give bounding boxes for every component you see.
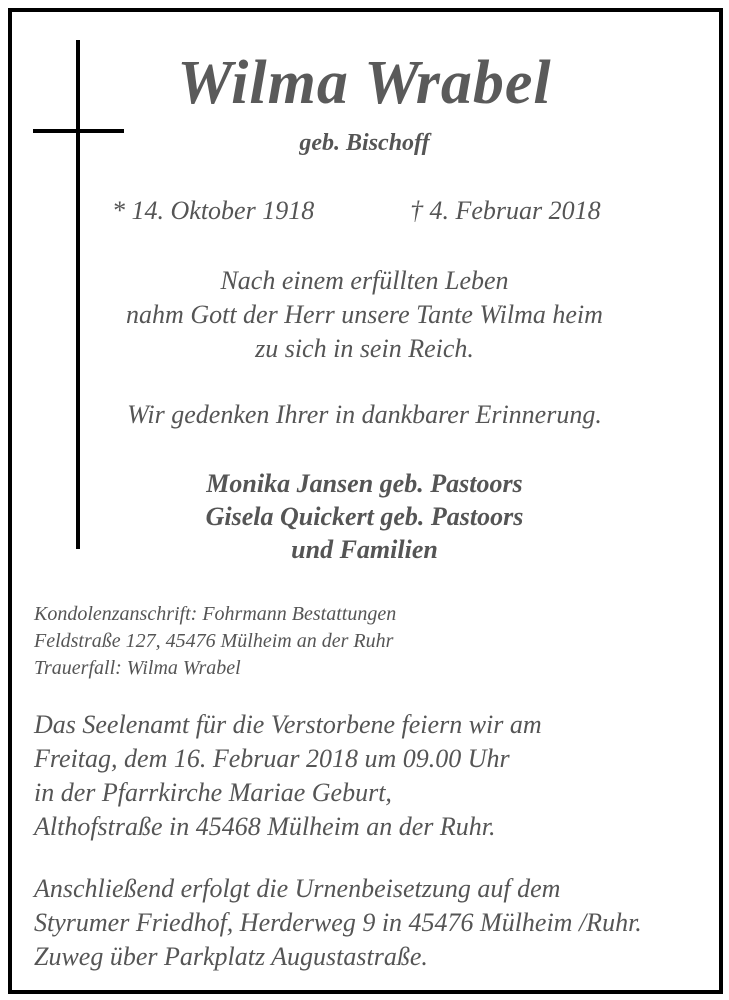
- mourner-name: und Familien: [291, 535, 438, 564]
- burial-info: [34, 872, 642, 974]
- death-date: † 4. Februar 2018: [410, 196, 601, 225]
- address-line: Trauerfall: Wilma Wrabel: [34, 657, 241, 679]
- address-line: Kondolenzanschrift: Fohrmann Bestattungen: [34, 603, 397, 625]
- burial-line: Zuweg über Parkplatz Augustastraße.: [34, 942, 428, 971]
- burial-line: Styrumer Friedhof, Herderweg 9 in 45476 Mülheim /Ruhr.: [34, 908, 642, 937]
- verse-line: nahm Gott der Herr unsere Tante Wilma heim: [126, 300, 603, 329]
- birth-date: * 14. Oktober 1918: [112, 196, 315, 225]
- verse-block: [0, 264, 729, 366]
- deceased-name: Wilma Wrabel: [177, 49, 552, 117]
- service-info: [34, 708, 542, 844]
- condolence-address: [34, 601, 396, 682]
- verse-line: zu sich in sein Reich.: [255, 334, 474, 363]
- mourner-name: Gisela Quickert geb. Pastoors: [205, 502, 524, 531]
- mourner-name: Monika Jansen geb. Pastoors: [206, 469, 523, 498]
- verse-line: Nach einem erfüllten Leben: [220, 266, 509, 295]
- maiden-name: geb. Bischoff: [299, 130, 430, 156]
- address-line: Feldstraße 127, 45476 Mülheim an der Ruhr: [34, 630, 394, 652]
- memory-line: Wir gedenken Ihrer in dankbarer Erinnerung.: [127, 400, 602, 429]
- service-line: Althofstraße in 45468 Mülheim an der Ruhr.: [34, 812, 496, 841]
- mourners-block: [0, 467, 729, 566]
- service-line: Das Seelenamt für die Verstorbene feiern wir am: [34, 710, 542, 739]
- service-line: Freitag, dem 16. Februar 2018 um 09.00 Uhr: [34, 744, 510, 773]
- service-line: in der Pfarrkirche Mariae Geburt,: [34, 778, 392, 807]
- burial-line: Anschließend erfolgt die Urnenbeisetzung auf dem: [34, 874, 561, 903]
